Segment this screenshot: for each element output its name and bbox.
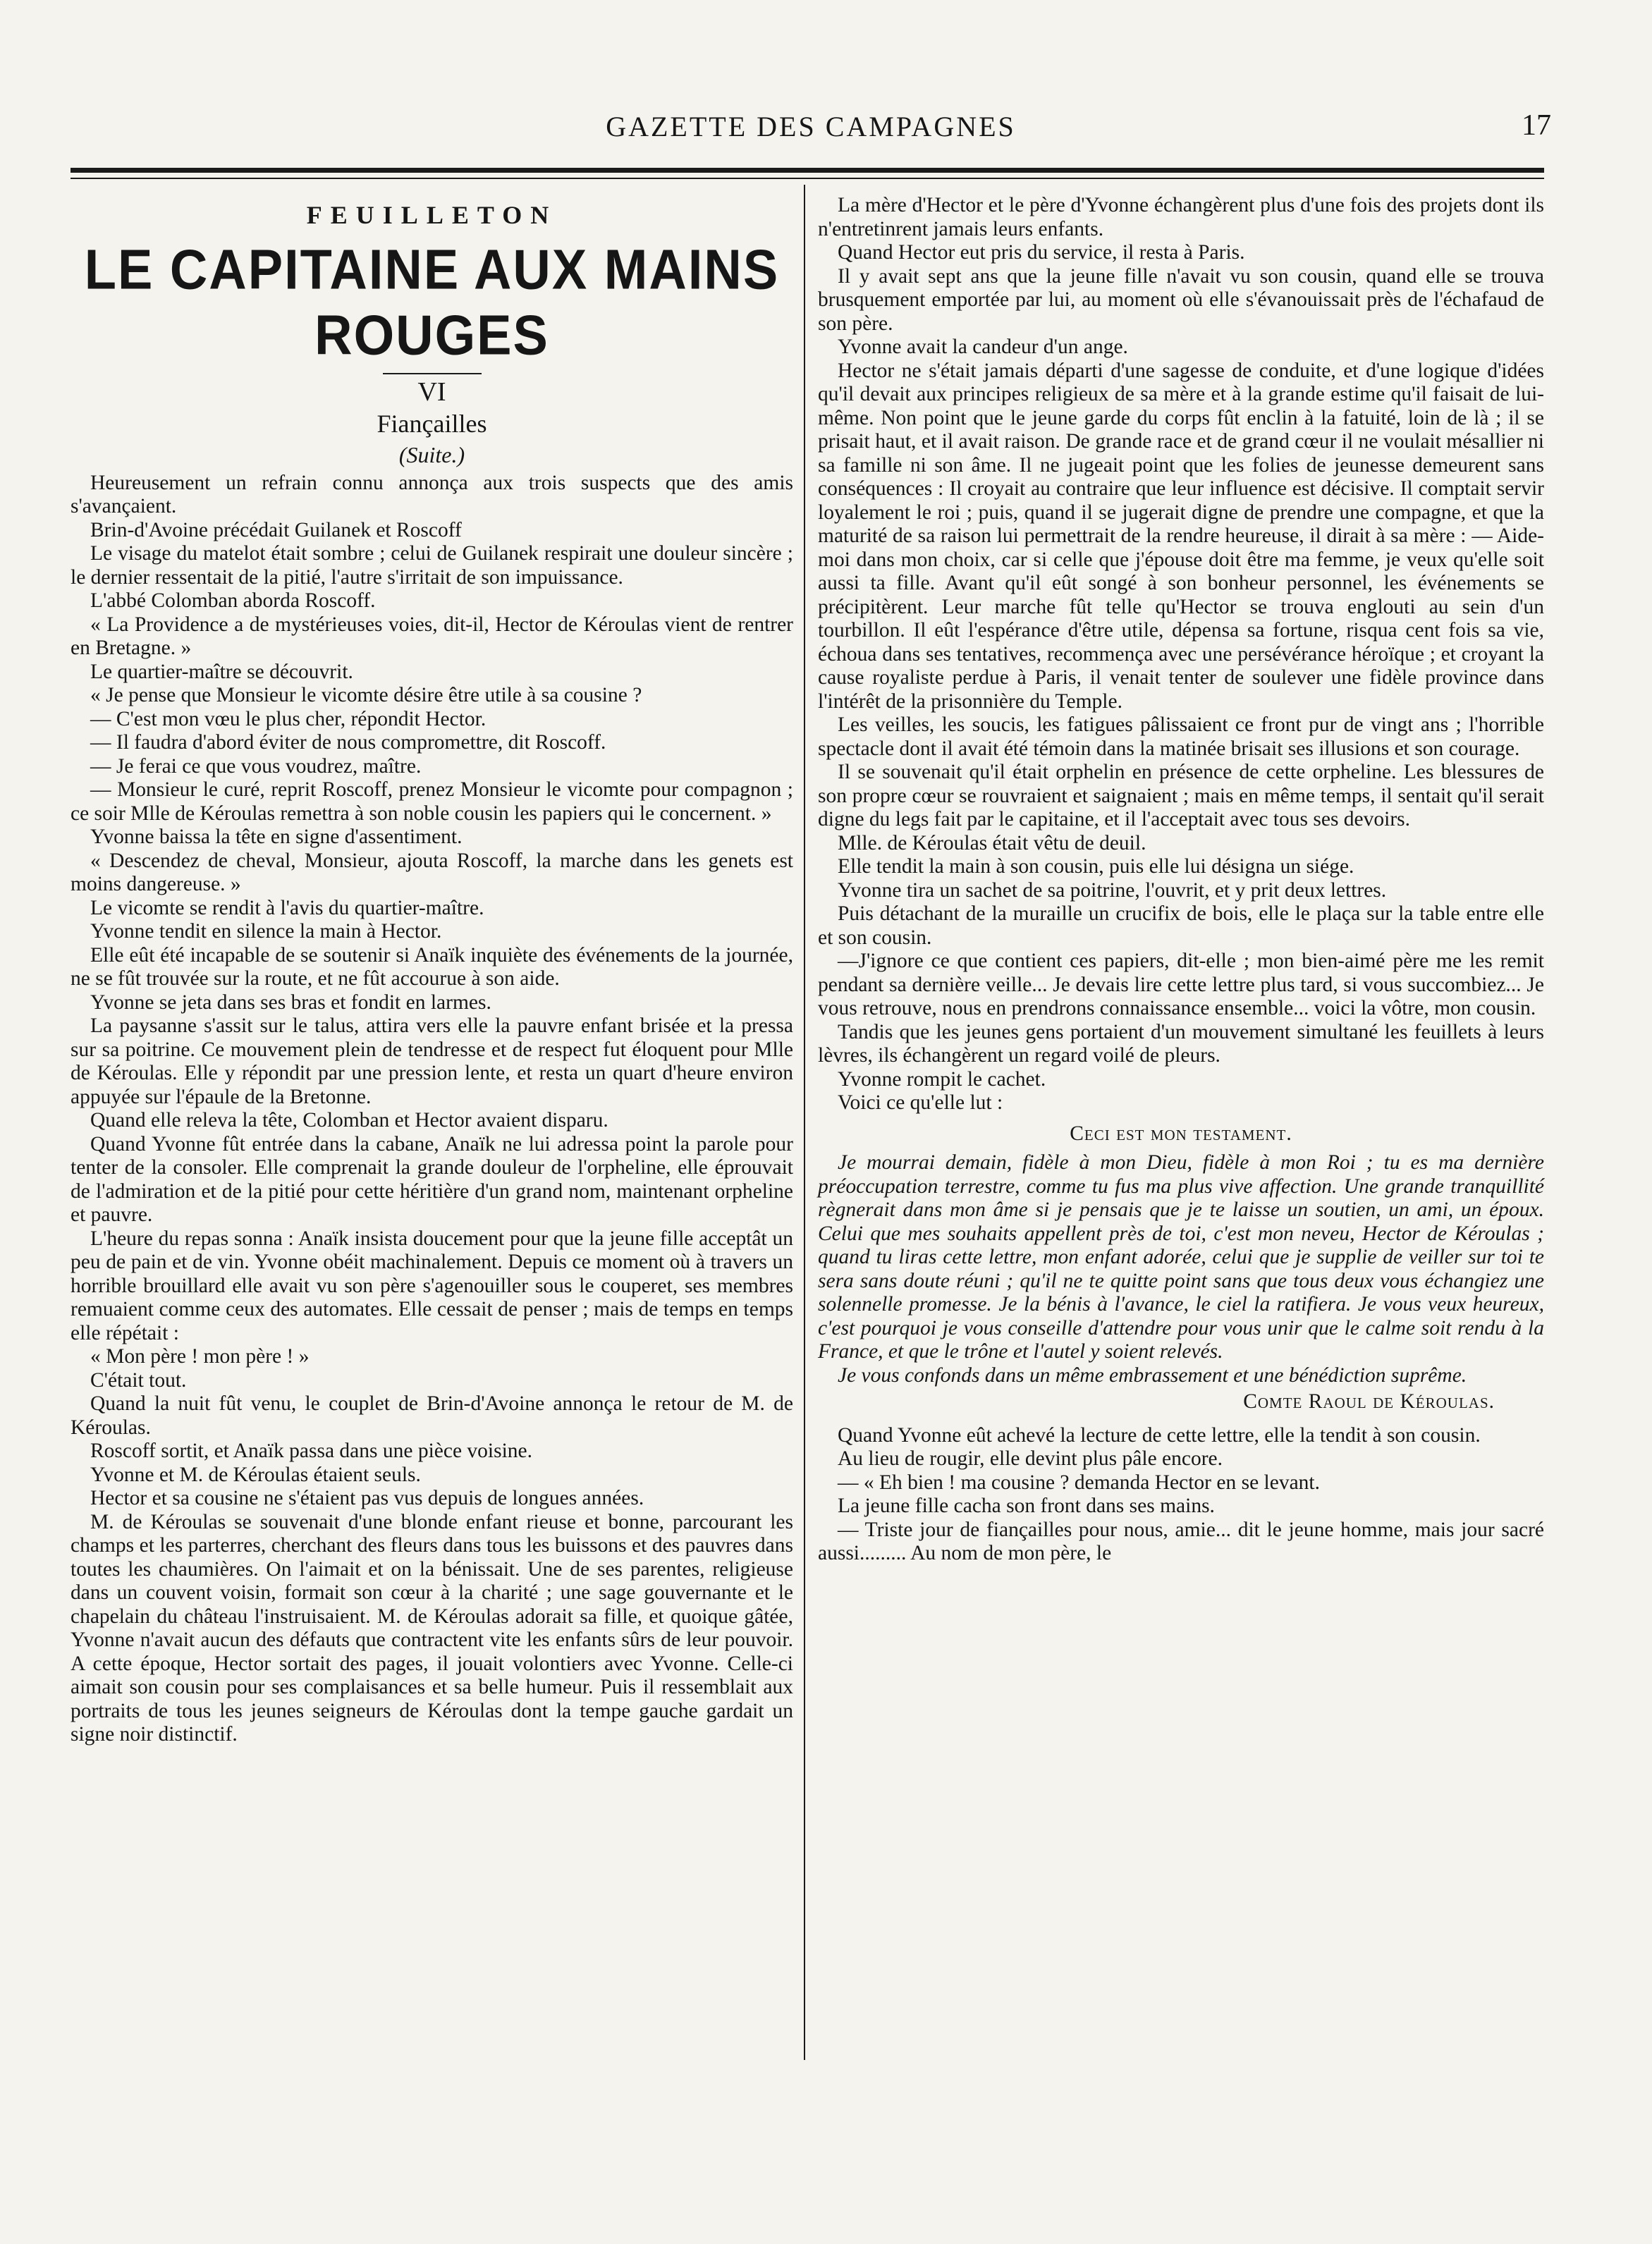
paragraph: Yvonne avait la candeur d'un ange.	[838, 336, 1128, 358]
paragraph: Il se souvenait qu'il était orphelin en présence de cette orpheline. Les blessures de son propre cœur se rouvraient et saignaient ; mais en même temps, il sentait qu'il serait digne du legs fait par le capitaine, et il l'acceptait avec tous ses devoirs.	[818, 761, 1544, 830]
section-label: FEUILLETON	[306, 201, 558, 229]
paragraph: Brin-d'Avoine précédait Guilanek et Roscoff	[90, 518, 462, 541]
paragraph: — Il faudra d'abord éviter de nous compromettre, dit Roscoff.	[90, 731, 606, 754]
paragraph: Il y avait sept ans que la jeune fille n'avait vu son cousin, quand elle se trouva brusquement emportée par lui, au moment où elle s'évanouissait près de l'échafaud de son père.	[818, 264, 1544, 335]
paragraph: Mlle. de Kéroulas était vêtu de deuil.	[838, 831, 1146, 854]
paragraph: —J'ignore ce que contient ces papiers, dit-elle ; mon bien-aimé père me les remit pendant sa dernière veille... Je devais lire cette lettre plus tard, si vous succombiez... Je vous retrouve, nous en prendrons connaissance ensemble... voici la vôtre, mon cousin.	[818, 950, 1544, 1019]
paragraph: Hector et sa cousine ne s'étaient pas vus depuis de longues années.	[90, 1487, 644, 1509]
paragraph: L'abbé Colomban aborda Roscoff.	[90, 589, 376, 612]
paragraph: « La Providence a de mystérieuses voies, dit-il, Hector de Kéroulas vient de rentrer en Bretagne. »	[71, 613, 793, 659]
title-rule	[383, 373, 482, 374]
page-number: 17	[1522, 109, 1551, 142]
paragraph: Roscoff sortit, et Anaïk passa dans une pièce voisine.	[90, 1440, 533, 1462]
paragraph: M. de Kéroulas se souvenait d'une blonde enfant rieuse et bonne, parcourant les champs et les parterres, cherchant des fleurs dans tous les buissons et des pauvres dans toutes les chaumières. On l'aimait et on la bénissait. Une de ses parentes, religieuse dans un couvent voisin, formait son cœur à la charité ; une sage gouvernante et le chapelain du château l'instruisaient. M. de Kéroulas adorait sa fille, et quoique gâtée, Yvonne n'avait aucun des défauts que contractent vite les enfants sûrs de leur pouvoir. A cette époque, Hector sortait des pages, il jouait volontiers avec Yvonne. Celle-ci aimait son cousin pour ses complaisances et sa belle humeur. Puis il ressemblait aux portraits de tous les jeunes seigneurs de Kéroulas dont la tempe gauche gardait un signe noir distinctif.	[71, 1510, 793, 1746]
paragraph: Tandis que les jeunes gens portaient d'un mouvement simultané les feuillets à leurs lèvres, ils échangèrent un regard voilé de pleurs.	[818, 1020, 1544, 1067]
paragraph: « Descendez de cheval, Monsieur, ajouta Roscoff, la marche dans les genets est moins dangereuse. »	[71, 849, 793, 895]
paragraph: La mère d'Hector et le père d'Yvonne échangèrent plus d'une fois des projets dont ils n'entretinrent jamais leurs enfants.	[818, 194, 1544, 240]
paragraph: Je mourrai demain, fidèle à mon Dieu, fidèle à mon Roi ; tu es ma dernière préoccupation terrestre, comme tu fus ma plus vive affection. Une grande tranquillité règnerait dans mon âme si je pensais que je te laisse un soutien, un ami, un époux. Celui que mes souhaits appellent près de toi, c'est mon neveu, Hector de Kéroulas ; quand tu liras cette lettre, mon enfant adorée, celui que je supplie de veiller sur toi te sera sans doute réuni ; qu'il ne te quitte point sans que tous deux vous échangiez une solennelle promesse. Je la bénis à l'avance, le ciel la ratifiera. Je vous veux heureux, c'est pourquoi je vous conseille d'attendre pour vous unir que le calme soit rendu à la France, et que le trône et l'autel y soient relevés.	[818, 1151, 1544, 1363]
paragraph: Quand Yvonne eût achevé la lecture de cette lettre, elle la tendit à son cousin.	[838, 1423, 1481, 1447]
testament-signature: Comte Raoul de Kéroulas.	[1243, 1390, 1495, 1413]
paragraph: Les veilles, les soucis, les fatigues pâlissaient ce front pur de vingt ans ; l'horrible spectacle dont il avait été témoin dans la matinée brisait ses illusions et son courage.	[818, 713, 1544, 760]
paragraph: Elle eût été incapable de se soutenir si Anaïk inquiète des événements de la journée, ne se fût trouvée sur la route, et ne fût accourue à son aide.	[71, 943, 793, 990]
paragraph: Le visage du matelot était sombre ; celui de Guilanek respirait une douleur sincère ; le dernier ressentait de la pitié, l'autre s'irritait de son impuissance.	[71, 542, 793, 589]
paragraph: « Je pense que Monsieur le vicomte désire être utile à sa cousine ?	[90, 684, 642, 706]
paragraph: La paysanne s'assit sur le talus, attira vers elle la pauvre enfant brisée et la pressa sur sa poitrine. Ce mouvement plein de tendresse et de respect fut éloquent pour Mlle de Kéroulas. Elle y répondit par une pression lente, et resta un quart d'heure environ appuyée sur l'épaule de la Bretonne.	[71, 1014, 793, 1108]
paragraph: Yvonne tendit en silence la main à Hector.	[90, 920, 442, 943]
paragraph: Yvonne se jeta dans ses bras et fondit en larmes.	[90, 991, 491, 1014]
paragraph: — « Eh bien ! ma cousine ? demanda Hector en se levant.	[838, 1471, 1320, 1494]
paragraph: Yvonne et M. de Kéroulas étaient seuls.	[90, 1463, 421, 1486]
paragraph: Hector ne s'était jamais départi d'une sagesse de conduite, et d'une logique d'idées qu'il devait aux principes religieux de sa mère et à la grande estime qu'il faisait de lui-même. Non point que le jeune garde du corps fût enclin à la fatuité, loin de là ; il se prisait haut, et il avait raison. De grande race et de grand cœur il ne voulait mésallier ni sa famille ni son âme. Il ne jugeait point que les folies de jeunesse demeurent sans conséquences : Il croyait au contraire que leur influence est décisive. Il comptait servir loyalement le roi ; puis, quand il se jugerait digne de prendre une compagne, et que la maturité de sa raison lui permettrait de la rendre heureuse, il dirait à sa mère : — Aide-moi dans mon choix, car si celle que j'épouse doit être ma femme, je veux qu'elle soit aussi ta fille. Avant qu'il eût songé à son bonheur personnel, les événements se précipitèrent. Leur marche fût telle qu'Hector se trouva englouti au sein d'un tourbillon. Il eût l'espérance d'être utile, dépensa sa fortune, risqua cent fois sa vie, échoua dans ses tentatives, recommença avec une persévérance héroïque ; et croyant la cause royaliste perdue à Paris, il venait tenter de soulever une fidèle province dans l'intérêt de la prisonnière du Temple.	[818, 359, 1544, 713]
paragraph: C'était tout.	[90, 1368, 187, 1392]
chapter-number: VI	[417, 376, 446, 407]
chapter-title: Fiançailles	[377, 409, 487, 438]
paragraph: — Triste jour de fiançailles pour nous, amie... dit le jeune homme, mais jour sacré aussi......... Au nom de mon père, le	[818, 1518, 1544, 1564]
paragraph: Voici ce qu'elle lut :	[838, 1091, 1003, 1114]
story-title: LE CAPITAINE AUX MAINS ROUGES	[84, 237, 780, 367]
paragraph: Yvonne rompit le cachet.	[838, 1067, 1046, 1091]
testament-text	[818, 1151, 1544, 1387]
continuation-note: (Suite.)	[398, 441, 465, 467]
paragraph: Quand elle releva la tête, Colomban et Hector avaient disparu.	[90, 1109, 608, 1132]
header-rule-thick	[71, 168, 1544, 173]
newspaper-title: GAZETTE DES CAMPAGNES	[606, 111, 1016, 142]
paragraph: Le vicomte se rendit à l'avis du quartier-maître.	[90, 896, 484, 919]
paragraph: Quand Hector eut pris du service, il resta à Paris.	[838, 241, 1245, 264]
header-rule-thin	[71, 178, 1544, 179]
paragraph: — C'est mon vœu le plus cher, répondit Hector.	[90, 707, 487, 730]
paragraph: Elle tendit la main à son cousin, puis elle lui désigna un siége.	[838, 855, 1354, 878]
right-closing-text	[818, 1424, 1544, 1566]
right-body-text	[818, 194, 1544, 1115]
paragraph: — Monsieur le curé, reprit Roscoff, prenez Monsieur le vicomte pour compagnon ; ce soir Mlle de Kéroulas remettra à son noble cousin les papiers qui le concernent. »	[71, 778, 793, 825]
left-column	[71, 194, 793, 1747]
paragraph: Puis détachant de la muraille un crucifix de bois, elle le plaça sur la table entre elle et son cousin.	[818, 902, 1544, 949]
right-column	[818, 194, 1544, 1566]
paragraph: Je vous confonds dans un même embrassement et une bénédiction suprême.	[838, 1363, 1467, 1387]
paragraph: La jeune fille cacha son front dans ses mains.	[838, 1495, 1215, 1517]
paragraph: Yvonne baissa la tête en signe d'assentiment.	[90, 826, 463, 848]
paragraph: Yvonne tira un sachet de sa poitrine, l'ouvrit, et y prit deux lettres.	[838, 878, 1387, 902]
paragraph: — Je ferai ce que vous voudrez, maître.	[90, 754, 422, 778]
testament-title: Ceci est mon testament.	[1070, 1122, 1292, 1145]
paragraph: Heureusement un refrain connu annonça aux trois suspects que des amis s'avançaient.	[71, 471, 793, 517]
paragraph: Le quartier-maître se découvrit.	[90, 660, 353, 683]
paragraph: Au lieu de rougir, elle devint plus pâle encore.	[838, 1447, 1223, 1470]
column-separator	[804, 185, 805, 2060]
paragraph: Quand Yvonne fût entrée dans la cabane, Anaïk ne lui adressa point la parole pour tenter de la consoler. Elle comprenait la grande douleur de l'orpheline, elle éprouvait de l'admiration et de la pitié pour cette héritière d'un grand nom, maintenant orpheline et pauvre.	[71, 1132, 793, 1226]
page-header	[71, 104, 1551, 147]
left-body-text	[71, 472, 793, 1747]
paragraph: « Mon père ! mon père ! »	[90, 1345, 310, 1368]
paragraph: Quand la nuit fût venu, le couplet de Brin-d'Avoine annonça le retour de M. de Kéroulas.	[71, 1392, 793, 1439]
paragraph: L'heure du repas sonna : Anaïk insista doucement pour que la jeune fille acceptât un peu de pain et de vin. Yvonne obéit machinalement. Depuis ce moment où à travers un horrible brouillard elle avait vu son père s'agenouiller sous le couperet, ses membres remuaient comme ceux des automates. Elle cessait de penser ; mais de temps en temps elle répétait :	[71, 1227, 793, 1344]
